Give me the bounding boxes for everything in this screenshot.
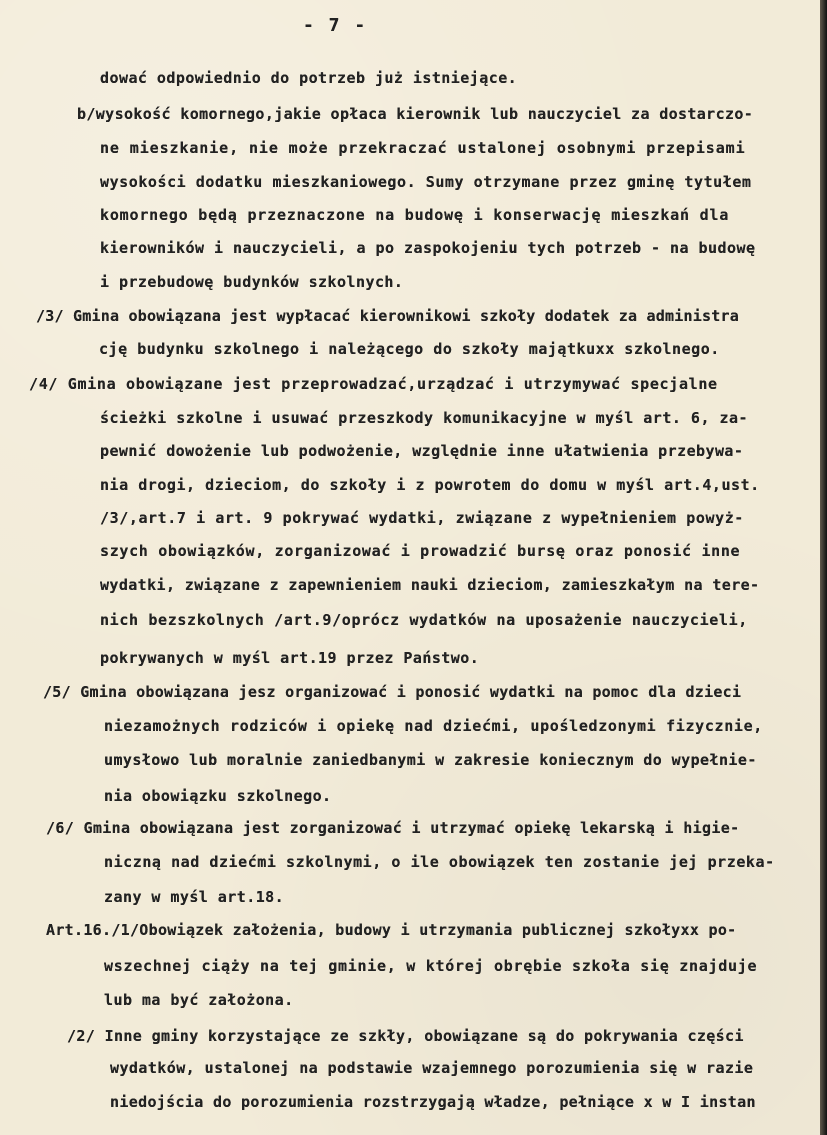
text-line-14: /3/,art.7 i art. 9 pokrywać wydatki, związane z wypełnieniem powyż- (100, 509, 744, 527)
text-line-29: /2/ Inne gminy korzystające ze szkły, obowiązane są do pokrywania części (67, 1027, 744, 1045)
page-number: - 7 - (303, 15, 368, 36)
text-line-9: cję budynku szkolnego i należącego do szkoły majątkuxx szkolnego. (99, 340, 720, 358)
text-line-8: /3/ Gmina obowiązana jest wypłacać kierownikowi szkoły dodatek za administra (36, 307, 740, 325)
text-line-11: ścieżki szkolne i usuwać przeszkody komunikacyjne w myśl art. 6, za- (100, 409, 749, 427)
text-line-6: kierowników i nauczycieli, a po zaspokojeniu tych potrzeb - na budowę (100, 239, 756, 257)
text-line-12: pewnić dowożenie lub podwożenie, względnie inne ułatwienia przebywa- (100, 442, 744, 460)
text-line-19: /5/ Gmina obowiązana jesz organizować i ponosić wydatki na pomoc dla dzieci (43, 683, 742, 701)
text-line-7: i przebudowę budynków szkolnych. (100, 273, 404, 291)
text-line-16: wydatki, związane z zapewnieniem nauki dzieciom, zamieszkałym na tere- (100, 576, 760, 594)
text-line-15: szych obowiązków, zorganizować i prowadzić bursę oraz ponosić inne (100, 542, 741, 560)
text-line-5: komornego będą przeznaczone na budowę i konserwację mieszkań dla (100, 206, 730, 224)
text-line-30: wydatków, ustalonej na podstawie wzajemnego porozumienia się w razie (110, 1059, 754, 1077)
text-line-18: pokrywanych w myśl art.19 przez Państwo. (100, 649, 480, 667)
text-line-25: zany w myśl art.18. (104, 888, 285, 906)
text-line-20: niezamożnych rodziców i opiekę nad dziećmi, upośledzonymi fizycznie, (104, 717, 763, 735)
text-line-24: niczną nad dziećmi szkolnymi, o ile obowiązek ten zostanie jej przeka- (104, 853, 775, 871)
text-line-27: wszechnej ciąży na tej gminie, w której obrębie szkoła się znajduje (104, 957, 758, 975)
text-line-26: Art.16./1/Obowiązek założenia, budowy i utrzymania publicznej szkołyxx po- (46, 921, 737, 939)
text-line-13: nia drogi, dzieciom, do szkoły i z powrotem do domu w myśl art.4,ust. (100, 476, 760, 494)
text-line-3: ne mieszkanie, nie może przekraczać ustalonej osobnymi przepisami (100, 139, 746, 157)
text-line-17: nich bezszkolnych /art.9/oprócz wydatków na uposażenie nauczycieli, (100, 611, 748, 629)
text-line-10: /4/ Gmina obowiązane jest przeprowadzać,urządzać i utrzymywać specjalne (29, 375, 718, 393)
page-edge-shadow (820, 0, 827, 1135)
text-line-28: lub ma być założona. (104, 991, 294, 1009)
text-line-23: /6/ Gmina obowiązana jest zorganizować i utrzymać opiekę lekarską i higie- (46, 819, 740, 837)
text-line-1: dować odpowiednio do potrzeb już istniejące. (100, 69, 518, 87)
text-line-21: umysłowo lub moralnie zaniedbanymi w zakresie koniecznym do wypełnie- (104, 751, 757, 769)
text-line-4: wysokości dodatku mieszkaniowego. Sumy otrzymane przez gminę tytułem (100, 173, 752, 191)
text-line-2: b/wysokość komornego,jakie opłaca kierownik lub nauczyciel za dostarczo- (77, 105, 754, 123)
text-line-22: nia obowiązku szkolnego. (104, 787, 332, 805)
text-line-31: niedojścia do porozumienia rozstrzygają władze, pełniące x w I instan (110, 1093, 756, 1111)
